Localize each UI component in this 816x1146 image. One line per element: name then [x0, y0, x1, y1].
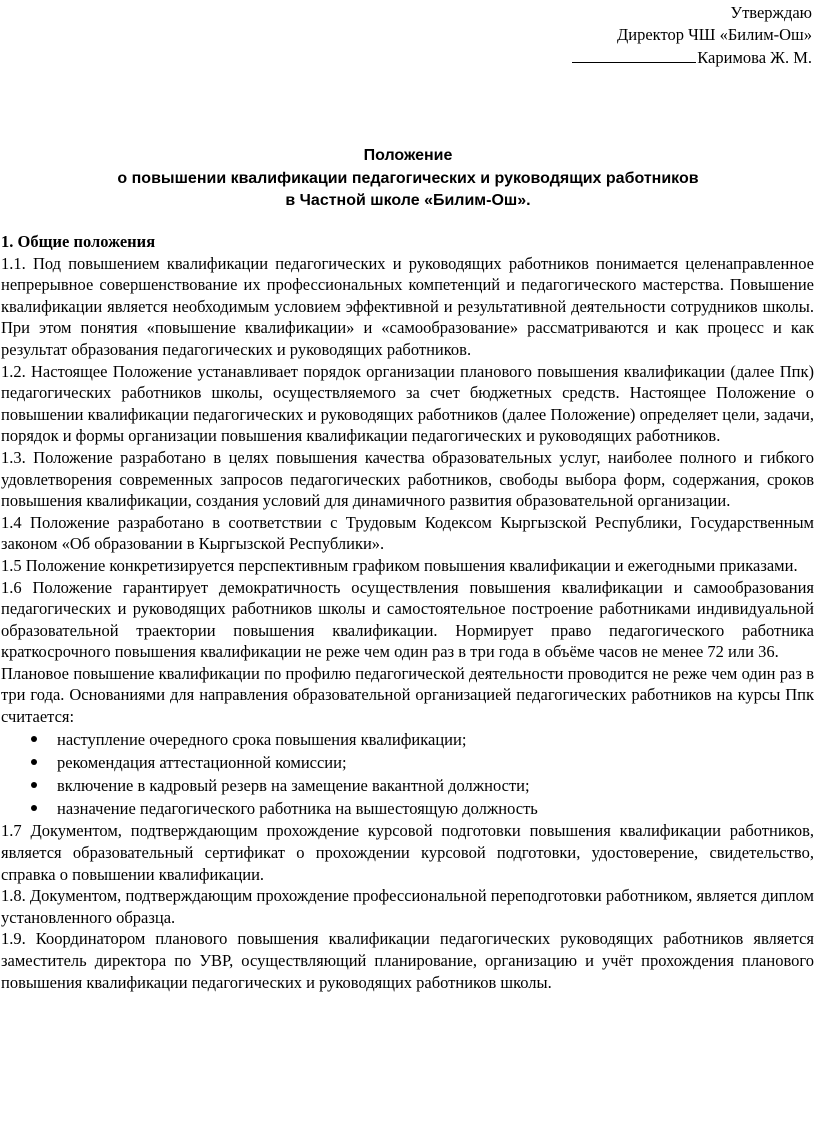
list-item: назначение педагогического работника на вышестоящую должность — [1, 797, 814, 820]
paragraph-1-5: 1.5 Положение конкретизируется перспективным графиком повышения квалификации и ежегодными приказами. — [1, 555, 798, 575]
paragraph-1-4: 1.4 Положение разработано в соответствии с Трудовым Кодексом Кыргызской Республики, Государственным законом «Об образовании в Кыргызской Республики». — [1, 512, 814, 554]
list-item: наступление очередного срока повышения квалификации; — [1, 728, 814, 751]
paragraph-1-2: 1.2. Настоящее Положение устанавливает порядок организации планового повышения квалификации (далее Ппк) педагогических работников школы, осуществляемого за счет бюджетных средств. Настоящее Положение о повышении квалификации педагогических и руководящих работников (далее Положение) определяет цели, задачи, порядок и формы организации повышения квалификации педагогических и руководящих работников. — [1, 361, 814, 446]
approval-block — [572, 2, 812, 69]
signature-line — [572, 46, 696, 63]
bullet-icon — [31, 759, 37, 765]
approval-signature — [572, 46, 812, 69]
bullet-icon — [31, 736, 37, 742]
list-item: рекомендация аттестационной комиссии; — [1, 751, 814, 774]
approval-position: Директор ЧШ «Билим-Ош» — [617, 25, 812, 44]
paragraph-planned-training: Плановое повышение квалификации по профилю педагогической деятельности проводится не реже чем один раз в три года. Основаниями для направления образовательной организацией педагогических работников на курсы Ппк считается: — [1, 663, 814, 727]
bullet-icon — [31, 805, 37, 811]
paragraph-1-9: 1.9. Координатором планового повышения квалификации педагогических руководящих работников является заместитель директора по УВР, осуществляющий планирование, организацию и учёт прохождения планового повышения квалификации педагогических и руководящих работников школы. — [1, 929, 814, 992]
approval-word: Утверждаю — [730, 3, 812, 22]
paragraph-1-7: 1.7 Документом, подтверждающим прохождение курсовой подготовки повышения квалификации работников, является образовательный сертификат о прохождении курсовой подготовки, удостоверение, свидетельство, справка о повышении квалификации. — [1, 821, 814, 884]
title-line-1: Положение — [363, 147, 453, 164]
list-item: включение в кадровый резерв на замещение вакантной должности; — [1, 774, 814, 797]
paragraph-1-6: 1.6 Положение гарантирует демократичность осуществления повышения квалификации и самообразования педагогических и руководящих работников школы и самостоятельное построение работниками индивидуальной образовательной траектории повышения квалификации. Нормирует право педагогического работника краткосрочного повышения квалификации не реже чем один раз в три года в объёме часов не менее 72 или 36. — [1, 577, 814, 662]
paragraph-1-3: 1.3. Положение разработано в целях повышения качества образовательных услуг, наиболее полного и гибкого удовлетворения современных запросов педагогических работников, свободы выбора форм, содержания, сроков повышения квалификации, создания условий для динамичного развития образовательной организации. — [1, 447, 814, 511]
document-title — [0, 145, 816, 213]
paragraph-1-1: 1.1. Под повышением квалификации педагогических и руководящих работников понимается целенаправленное непрерывное совершенствование их профессиональных компетенций и педагогического мастерства. Повышение квалификации является необходимым условием эффективной и результативной деятельности сотрудников школы. При этом понятия «повышение квалификации» и «самообразование» рассматриваются и как процесс и как результат образования педагогических и руководящих работников. — [1, 253, 814, 359]
document-body — [1, 231, 814, 993]
paragraph-1-8: 1.8. Документом, подтверждающим прохождение профессиональной переподготовки работником, является диплом установленного образца. — [1, 886, 814, 927]
bullet-icon — [31, 782, 37, 788]
approval-name: Каримова Ж. М. — [697, 48, 812, 67]
section-heading: 1. Общие положения — [1, 232, 156, 251]
bullet-list — [1, 728, 814, 821]
title-line-3: в Частной школе «Билим-Ош». — [285, 192, 531, 209]
title-line-2: о повышении квалификации педагогических и руководящих работников — [117, 169, 699, 187]
